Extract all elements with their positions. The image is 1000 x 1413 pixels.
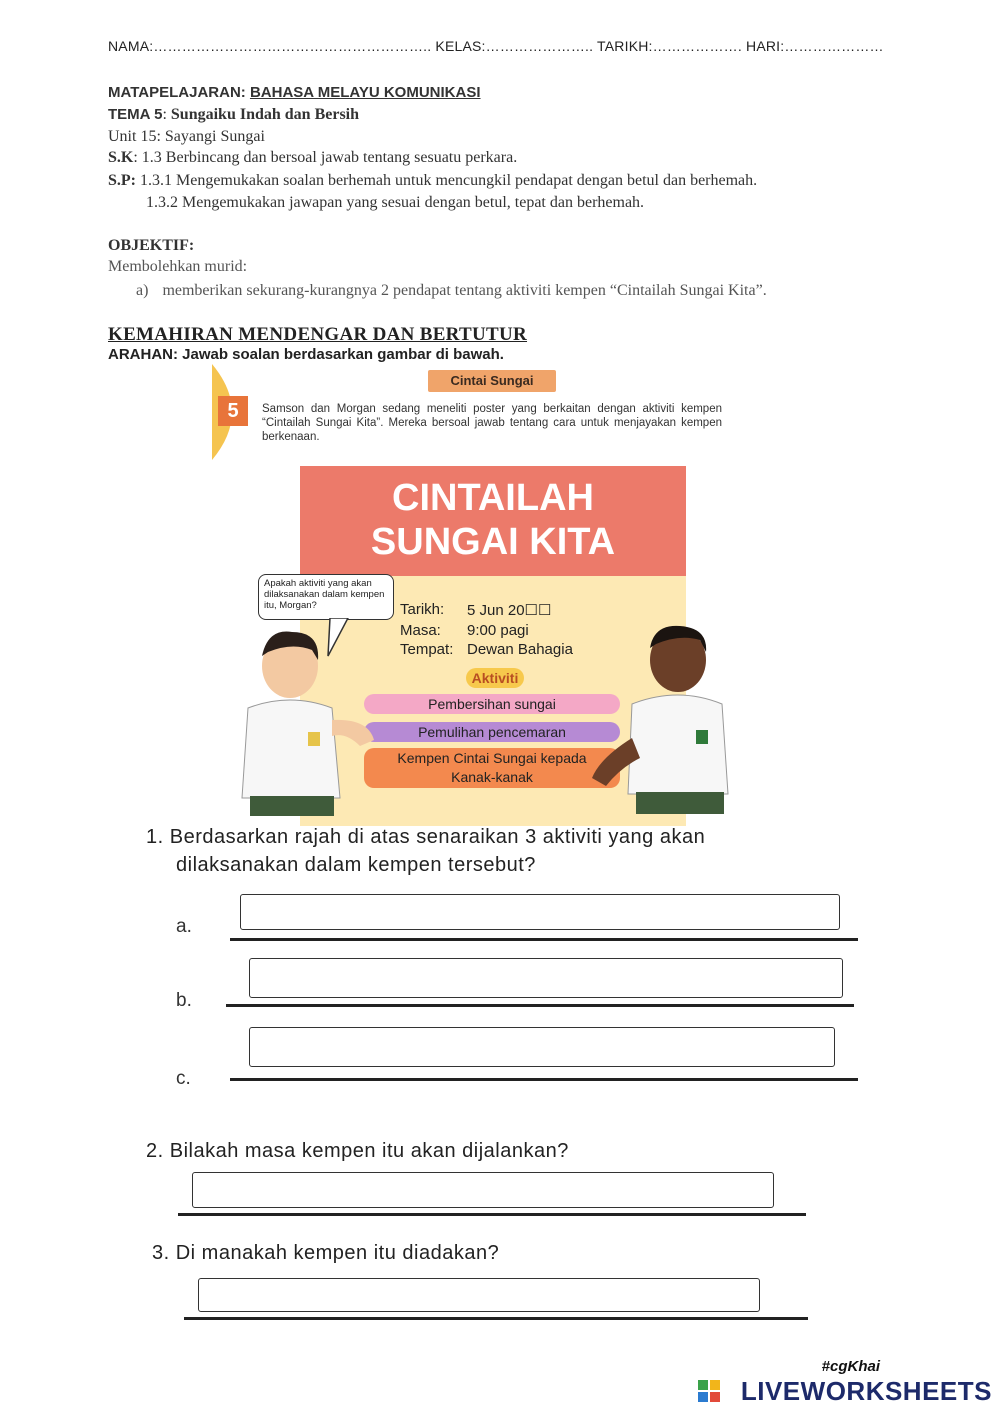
activity-3 (364, 748, 620, 788)
sk-label: S.K (108, 149, 134, 166)
brand-wordmark[interactable]: LIVEWORKSHEETS (740, 1376, 992, 1406)
tempat-label: Tempat: (400, 641, 454, 658)
answer-2-line (178, 1213, 806, 1216)
speech-bubble: Apakah aktiviti yang akan dilaksanakan dalam kempen itu, Morgan? (258, 574, 394, 620)
tema-line: TEMA 5: Sungaiku Indah dan Bersih (108, 106, 360, 123)
question-1-line-1: 1. Berdasarkan rajah di atas senaraikan 3 aktiviti yang akan (146, 826, 706, 848)
tema-value: Sungaiku Indah dan Bersih (170, 106, 360, 123)
unit-badge: 5 (218, 396, 248, 426)
answer-1a-input[interactable] (240, 894, 840, 930)
answer-2-input[interactable] (192, 1172, 774, 1208)
question-2: 2. Bilakah masa kempen itu akan dijalankan? (146, 1140, 569, 1162)
activity-3-line-1: Kempen Cintai Sungai kepada (397, 750, 587, 766)
poster-title-line-2: SUNGAI KITA (370, 521, 616, 563)
masa-value: 9:00 pagi (467, 622, 529, 639)
subject-label: MATAPELAJARAN: (108, 84, 246, 101)
option-b-label: b. (176, 990, 192, 1011)
tema-label: TEMA 5 (108, 106, 163, 123)
activity-3-line-2: Kanak-kanak (451, 769, 533, 785)
subject-line (108, 82, 481, 104)
aktiviti-title: Aktiviti (466, 668, 524, 688)
activity-2: Pemulihan pencemaran (364, 722, 620, 742)
sk-value: : 1.3 Berbincang dan bersoal jawab tentang sesuatu perkara. (133, 149, 518, 166)
student-info-line: NAMA:………………………………………………….. KELAS:………………….. TARIKH:………………. HARI:………………… (108, 38, 884, 54)
section-title: KEMAHIRAN MENDENGAR DAN BERTUTUR (108, 324, 528, 345)
question-1-line-2: dilaksanakan dalam kempen tersebut? (176, 854, 536, 876)
answer-3-line (184, 1317, 808, 1320)
sp-label: S.P: (108, 172, 136, 189)
illustration-intro: Samson dan Morgan sedang meneliti poster yang berkaitan dengan aktiviti kempen “Cintailah Sungai Kita”. Mereka bersoal jawab tentang cara untuk menjayakan kempen berkenaan. (262, 403, 722, 443)
tarikh-label: Tarikh: (400, 601, 445, 618)
option-c-label: c. (176, 1068, 191, 1089)
sp-line-1 (108, 170, 757, 192)
student-samson-illustration (228, 628, 378, 828)
objective-item-text: memberikan sekurang-kurangnya 2 pendapat tentang aktiviti kempen “Cintailah Sungai Kita”. (162, 282, 767, 299)
poster-title (300, 476, 686, 564)
answer-3-input[interactable] (198, 1278, 760, 1312)
activity-1: Pembersihan sungai (364, 694, 620, 714)
student-morgan-illustration (592, 618, 742, 828)
objective-item (136, 280, 767, 302)
answer-1c-line (230, 1078, 858, 1081)
answer-1a-line (230, 938, 858, 941)
answer-1b-input[interactable] (249, 958, 843, 998)
tempat-value: Dewan Bahagia (467, 641, 573, 658)
answer-1b-line (226, 1004, 854, 1007)
instruction: ARAHAN: Jawab soalan berdasarkan gambar di bawah. (108, 346, 504, 363)
sp-value-1: 1.3.1 Mengemukakan soalan berhemah untuk mencungkil pendapat dengan betul dan berhemah. (140, 172, 758, 189)
masa-label: Masa: (400, 622, 441, 639)
chapter-tab: Cintai Sungai (428, 370, 556, 392)
answer-1c-input[interactable] (249, 1027, 835, 1067)
poster-title-line-1: CINTAILAH (392, 477, 594, 519)
author-tag: #cgKhai (821, 1358, 880, 1375)
objective-intro: Membolehkan murid: (108, 258, 248, 275)
sp-line-2: 1.3.2 Mengemukakan jawapan yang sesuai dengan betul, tepat dan berhemah. (146, 194, 645, 211)
objective-item-marker: a) (136, 282, 149, 299)
tarikh-value: 5 Jun 20☐☐ (467, 602, 552, 619)
objective-title: OBJEKTIF: (108, 237, 195, 254)
subject-value: BAHASA MELAYU KOMUNIKASI (249, 84, 481, 101)
question-3: 3. Di manakah kempen itu diadakan? (152, 1242, 500, 1264)
sk-line (108, 147, 517, 169)
unit-line: Unit 15: Sayangi Sungai (108, 128, 265, 145)
liveworksheets-logo-icon (698, 1380, 720, 1402)
option-a-label: a. (176, 916, 192, 937)
